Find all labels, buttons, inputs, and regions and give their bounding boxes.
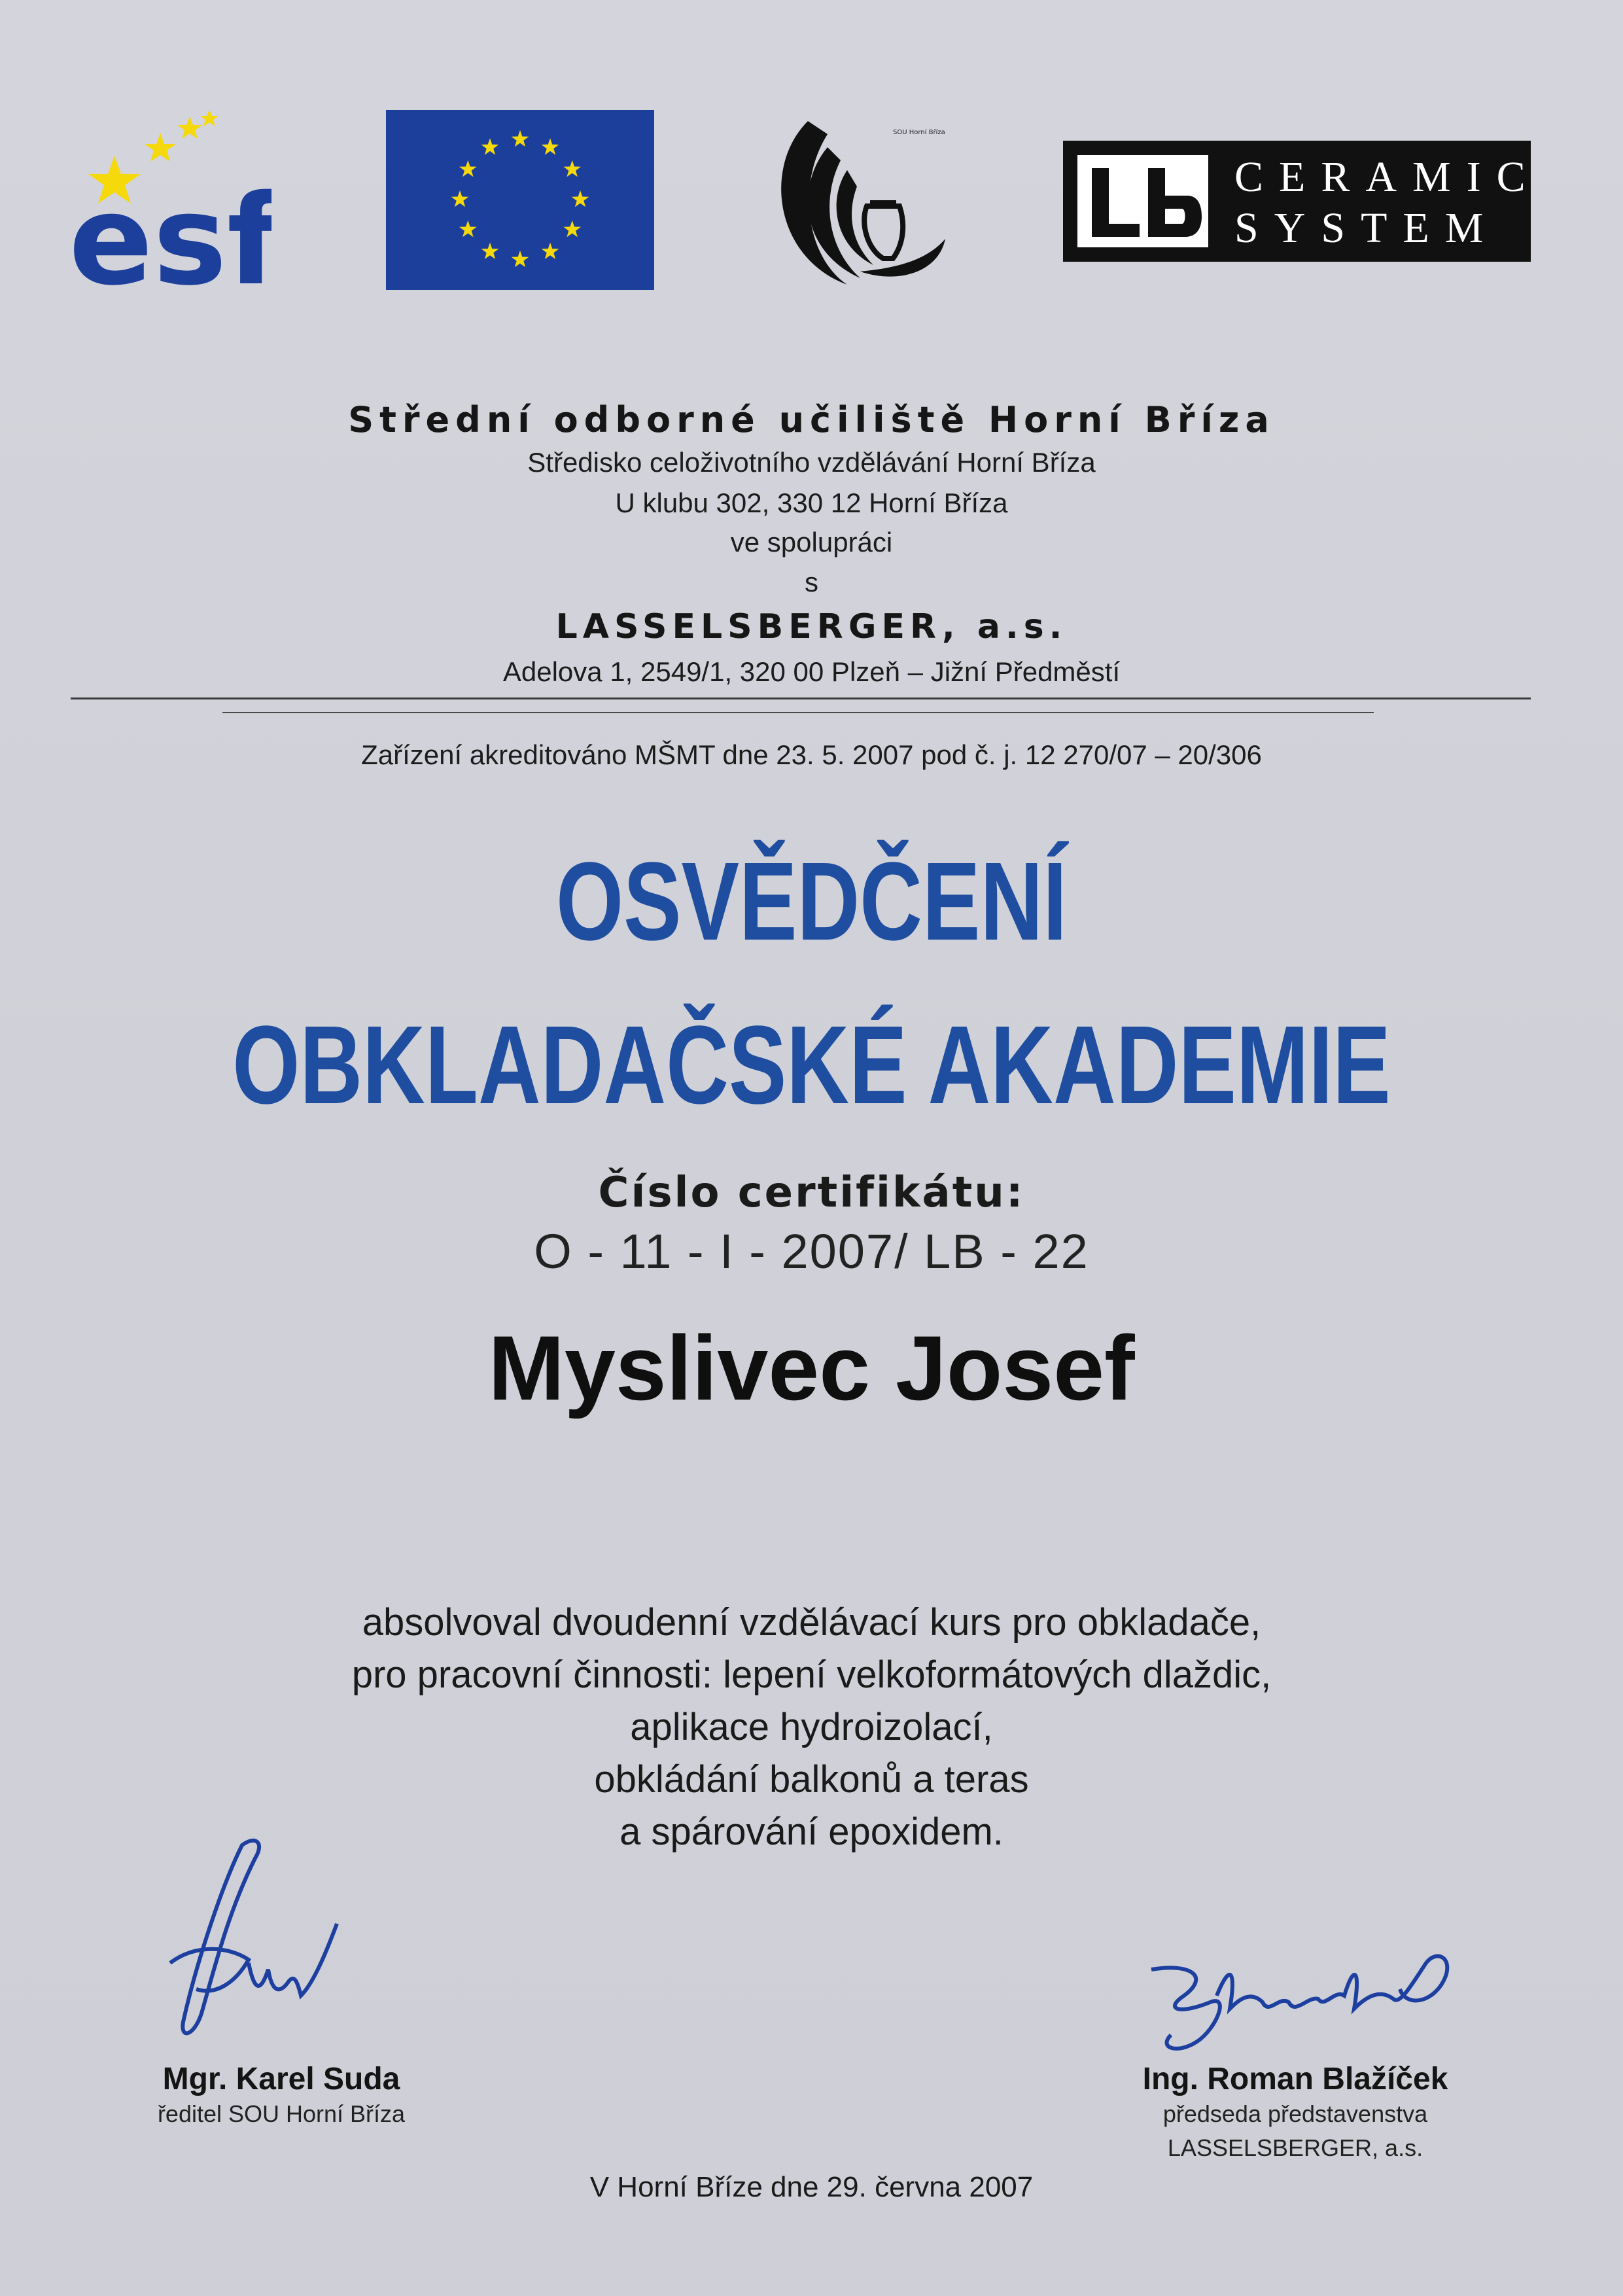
company-address: Adelova 1, 2549/1, 320 00 Plzeň – Jižní Předměstí: [502, 656, 1121, 687]
eu-flag: [386, 110, 654, 290]
school-address: U klubu 302, 330 12 Horní Bříza: [615, 487, 1008, 518]
with-text: s: [805, 567, 818, 597]
esf-wordmark: esf: [69, 168, 271, 290]
signatory-right-role: předseda představenstva: [1162, 2100, 1428, 2127]
school-name: Střední odborné učiliště Horní Bříza: [348, 399, 1275, 440]
body-line: aplikace hydroizolací,: [630, 1706, 993, 1748]
body-line: pro pracovní činnosti: lepení velkoformátových dlaždic,: [351, 1653, 1272, 1696]
lb-monogram: [1077, 155, 1208, 247]
certificate-number-label: Číslo certifikátu:: [598, 1169, 1025, 1217]
system-text: SYSTEM: [1234, 204, 1499, 252]
ceramic-system-logo: [1063, 141, 1541, 262]
divider-line: [71, 698, 1531, 699]
certificate-number: O - 11 - I - 2007/ LB - 22: [534, 1224, 1089, 1279]
company-name: LASSELSBERGER, a.s.: [555, 607, 1068, 646]
signatory-left: [131, 2061, 432, 2131]
cooperation-text: ve spolupráci: [730, 527, 893, 557]
signature-right: [1138, 1924, 1465, 2068]
body-line: absolvoval dvoudenní vzdělávací kurs pro obkladače,: [362, 1601, 1261, 1644]
school-logo-caption: SOU Horní Bříza: [893, 129, 945, 136]
place-and-date: V Horní Bříze dne 29. června 2007: [589, 2171, 1034, 2203]
body-line: obkládání balkonů a teras: [594, 1758, 1029, 1801]
ceramic-text: CERAMIC: [1234, 153, 1541, 201]
body-line: a spárování epoxidem.: [620, 1810, 1003, 1853]
signatory-left-name: Mgr. Karel Suda: [162, 2062, 400, 2096]
signatory-left-role: ředitel SOU Horní Bříza: [157, 2100, 406, 2127]
certificate-title: OSVĚDČENÍ: [555, 839, 1068, 964]
signatory-right-name: Ing. Roman Blažíček: [1142, 2062, 1448, 2096]
accreditation-text: Zařízení akreditováno MŠMT dne 23. 5. 2007 pod č. j. 12 270/07 – 20/306: [361, 739, 1262, 770]
esf-logo: [69, 110, 271, 290]
signatory-right-company: LASSELSBERGER, a.s.: [1167, 2134, 1423, 2161]
certificate-subtitle: OBKLADAČSKÉ AKADEMIE: [232, 1003, 1391, 1127]
center-name: Středisko celoživotního vzdělávání Horní Bříza: [527, 447, 1096, 478]
signature-left: [157, 1832, 353, 2055]
signatory-right: [1125, 2061, 1465, 2165]
divider-line-secondary: [222, 712, 1374, 713]
recipient-name: Myslivec Josef: [488, 1316, 1135, 1419]
school-logo: [769, 108, 952, 298]
